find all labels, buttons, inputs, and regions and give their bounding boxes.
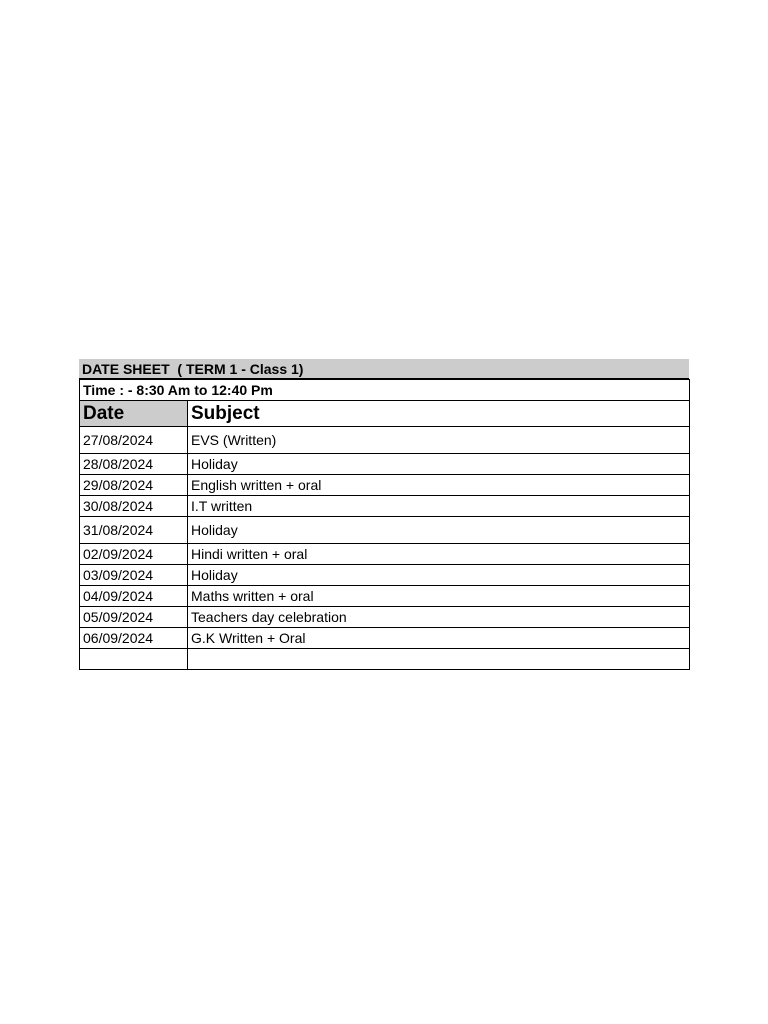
subject-cell: Holiday (188, 565, 690, 586)
date-cell: 06/09/2024 (80, 628, 188, 649)
date-cell: 28/08/2024 (80, 454, 188, 475)
date-cell (80, 649, 188, 670)
subject-cell: G.K Written + Oral (188, 628, 690, 649)
table-row (80, 586, 690, 607)
date-cell: 03/09/2024 (80, 565, 188, 586)
date-cell: 02/09/2024 (80, 544, 188, 565)
date-cell: 31/08/2024 (80, 517, 188, 544)
subject-cell: Maths written + oral (188, 586, 690, 607)
date-cell: 30/08/2024 (80, 496, 188, 517)
empty-table-row (80, 649, 690, 670)
subject-column-header: Subject (188, 401, 690, 427)
subject-cell: Hindi written + oral (188, 544, 690, 565)
table-row (80, 454, 690, 475)
date-cell: 05/09/2024 (80, 607, 188, 628)
subject-cell: Teachers day celebration (188, 607, 690, 628)
table-row (80, 475, 690, 496)
subject-cell: I.T written (188, 496, 690, 517)
sheet-title: DATE SHEET ( TERM 1 - Class 1) (79, 359, 689, 379)
date-column-header: Date (80, 401, 188, 427)
table-row (80, 517, 690, 544)
date-cell: 27/08/2024 (80, 427, 188, 454)
subject-cell: Holiday (188, 454, 690, 475)
date-cell: 29/08/2024 (80, 475, 188, 496)
time-row (80, 380, 690, 401)
subject-cell (188, 649, 690, 670)
date-sheet (79, 359, 689, 670)
subject-cell: EVS (Written) (188, 427, 690, 454)
subject-cell: English written + oral (188, 475, 690, 496)
header-row (80, 401, 690, 427)
table-row (80, 496, 690, 517)
table-row (80, 565, 690, 586)
table-row (80, 427, 690, 454)
table-row (80, 544, 690, 565)
schedule-table (79, 379, 690, 670)
table-row (80, 607, 690, 628)
subject-cell: Holiday (188, 517, 690, 544)
date-cell: 04/09/2024 (80, 586, 188, 607)
exam-time: Time : - 8:30 Am to 12:40 Pm (80, 380, 690, 401)
table-row (80, 628, 690, 649)
